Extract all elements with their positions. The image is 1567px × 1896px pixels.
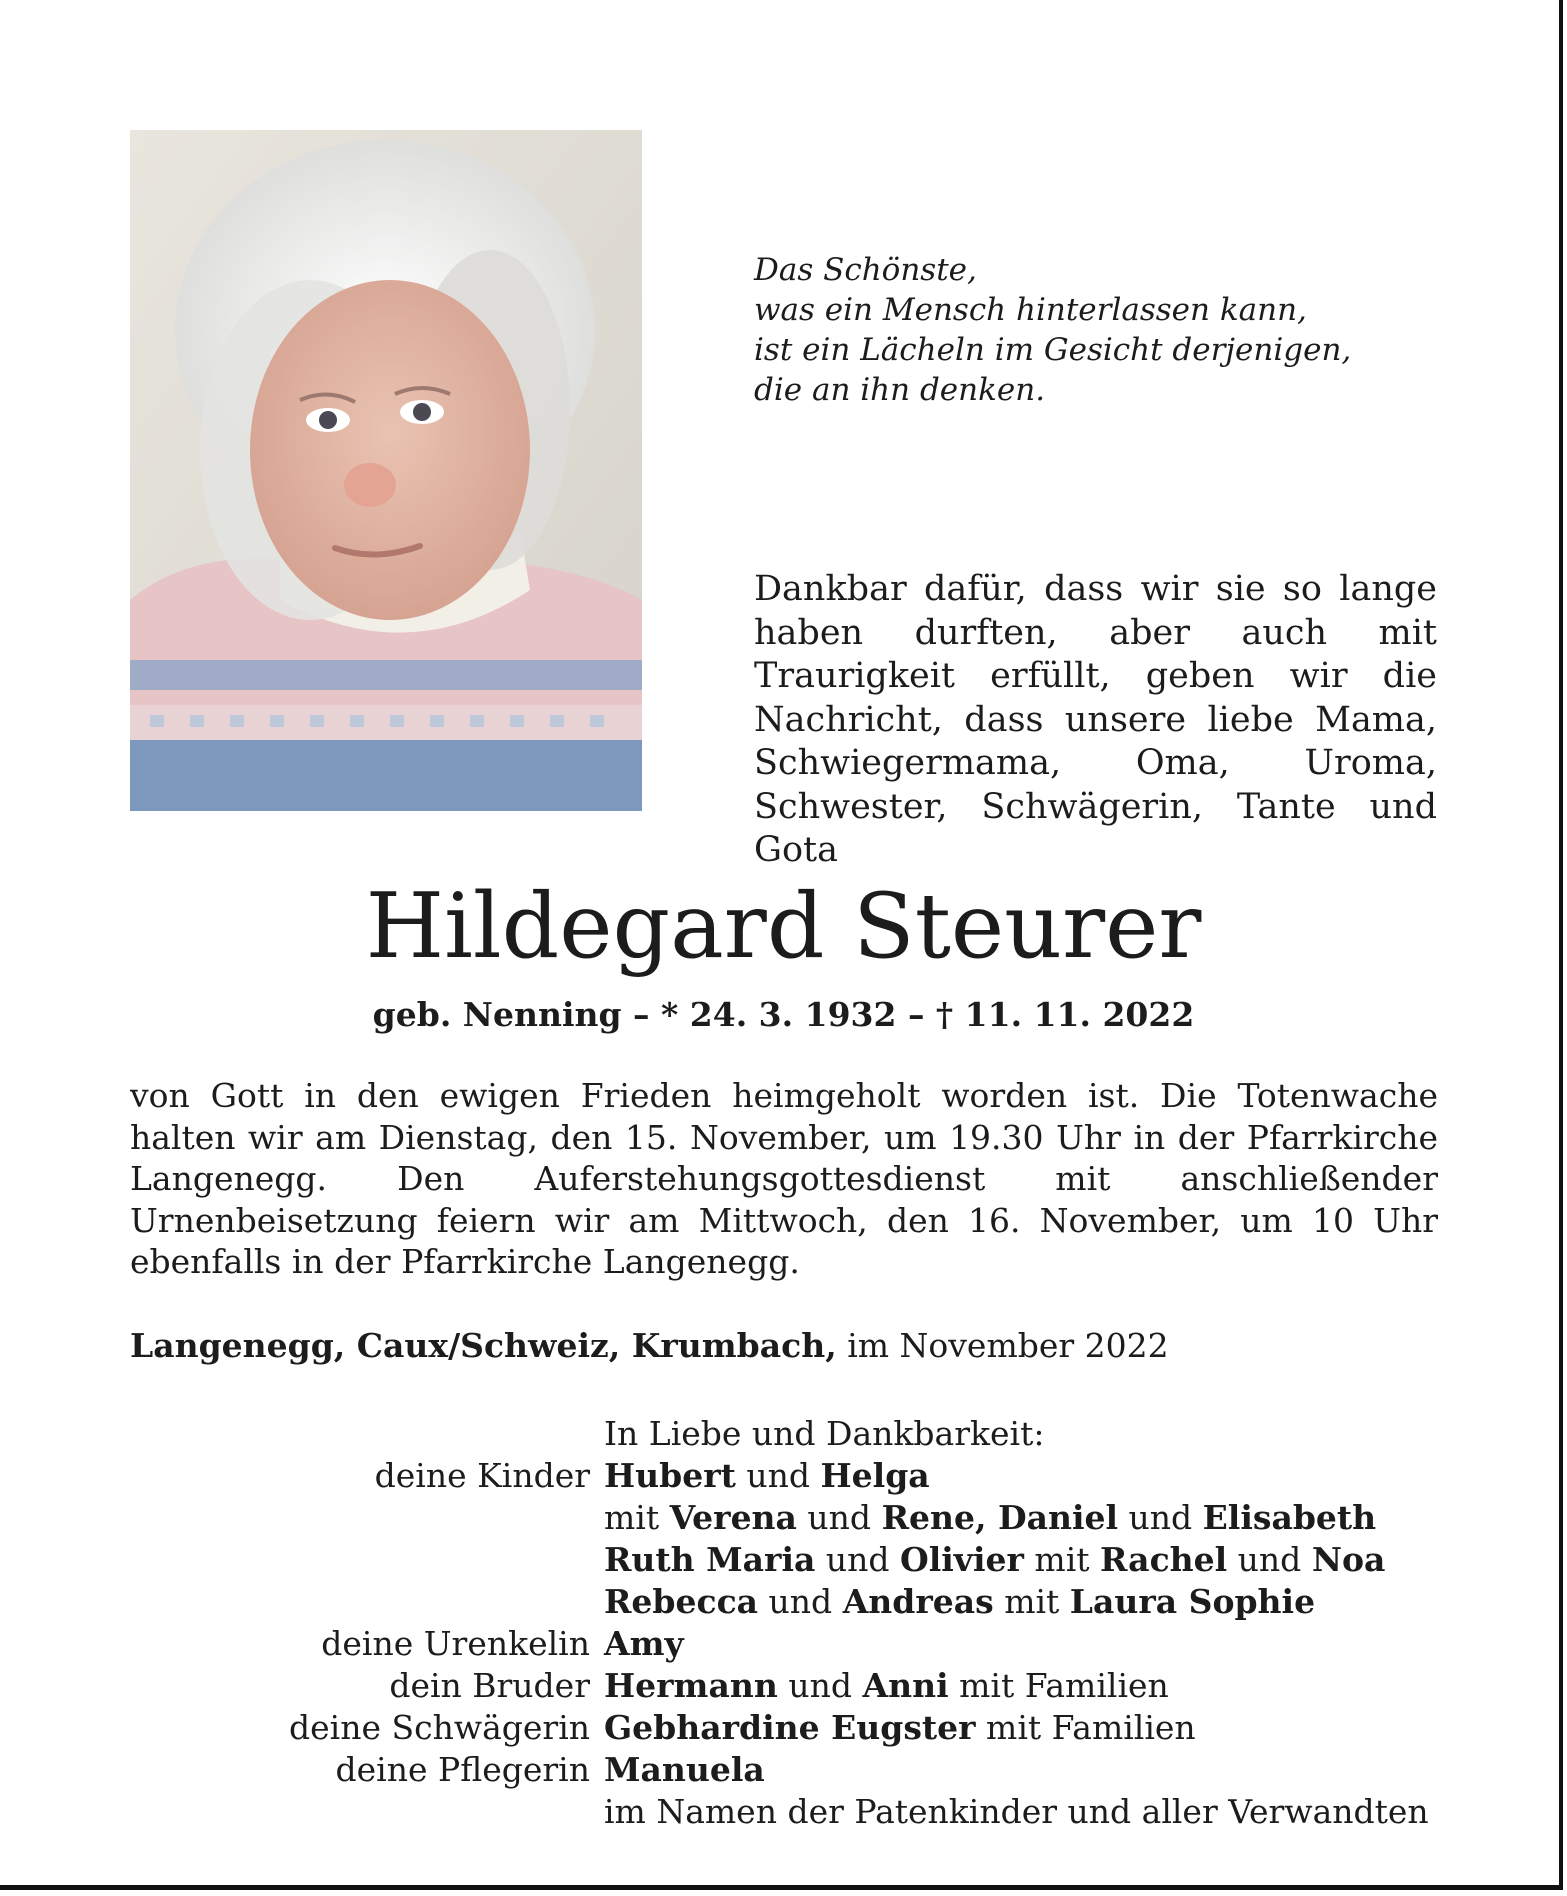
mourner-names [604, 1665, 1169, 1707]
mourner-name: Elisabeth [1202, 1498, 1377, 1537]
mourner-name: Noa [1311, 1540, 1386, 1579]
mourner-row [130, 1623, 1450, 1665]
mourner-name: Ruth Maria [604, 1540, 816, 1579]
mourner-name: Verena [669, 1498, 797, 1537]
announcement-paragraph: von Gott in den ewigen Frieden heimgeholt worden ist. Die Totenwache halten wir am Dienstag, den 15. November, um 19.30 Uhr in der Pfarrkirche Langenegg. Den Auferstehungsgottesdienst mit anschließender Urnenbeisetzung feiern wir am Mittwoch, den 16. November, um 10 Uhr ebenfalls in der Pfarrkirche Langenegg. [130, 1076, 1438, 1281]
mourner-names [604, 1455, 930, 1497]
mourner-row [130, 1791, 1450, 1833]
mourner-names [604, 1749, 765, 1791]
mourner-connector: mit [604, 1498, 670, 1537]
mourner-row [130, 1707, 1450, 1749]
mourner-name: Rene, Daniel [881, 1498, 1119, 1537]
mourners-heading-row [130, 1413, 1450, 1455]
mourner-connector: im Namen der Patenkinder und aller Verwandten [604, 1792, 1429, 1831]
signature-line [130, 1325, 1169, 1367]
mourner-name: Anni [862, 1666, 949, 1705]
signature-places: Langenegg, Caux/Schweiz, Krumbach, [130, 1326, 837, 1365]
mourner-role: deine Schwägerin [289, 1708, 590, 1747]
mourner-connector: mit [993, 1582, 1070, 1621]
mourner-row [130, 1497, 1450, 1539]
mourner-connector: mit [1023, 1540, 1100, 1579]
mourner-connector: mit Familien [948, 1666, 1169, 1705]
mourner-connector: und [815, 1540, 900, 1579]
mourner-name: Olivier [899, 1540, 1024, 1579]
mourner-names [604, 1497, 1376, 1539]
mourner-row [130, 1539, 1450, 1581]
mourner-row [130, 1455, 1450, 1497]
mourner-names [604, 1539, 1385, 1581]
mourner-role [130, 1497, 604, 1539]
mourner-role: deine Pflegerin [335, 1750, 590, 1789]
mourner-connector: und [735, 1456, 821, 1495]
mourner-name: Laura Sophie [1069, 1582, 1316, 1621]
mourner-names [604, 1707, 1196, 1749]
mourner-connector: und [777, 1666, 863, 1705]
mourner-connector: und [758, 1582, 843, 1621]
mourner-name: Amy [604, 1624, 684, 1663]
mourner-role: deine Kinder [374, 1456, 590, 1495]
signature-date: im November 2022 [836, 1326, 1169, 1365]
mourner-row [130, 1581, 1450, 1623]
mourner-name: Rachel [1100, 1540, 1228, 1579]
mourner-connector: und [796, 1498, 882, 1537]
mourner-row [130, 1749, 1450, 1791]
mourner-name: Rebecca [604, 1582, 759, 1621]
mourner-role: deine Urenkelin [321, 1624, 590, 1663]
mourner-role [130, 1581, 604, 1623]
mourner-name: Andreas [842, 1582, 994, 1621]
mourner-name: Hubert [604, 1456, 736, 1495]
mourner-name: Helga [820, 1456, 930, 1495]
mourner-role [130, 1539, 604, 1581]
mourner-connector: mit Familien [975, 1708, 1196, 1747]
portrait-photo-elderly-woman-icon [130, 130, 642, 811]
mourner-name: Hermann [604, 1666, 778, 1705]
birth-death-dates: geb. Nenning – * 24. 3. 1932 – † 11. 11. 2022 [372, 995, 1195, 1034]
mourner-name: Manuela [604, 1750, 765, 1789]
mourner-connector: und [1118, 1498, 1203, 1537]
mourner-name: Gebhardine Eugster [604, 1708, 976, 1747]
mourners-heading: In Liebe und Dankbarkeit: [604, 1414, 1045, 1453]
portrait-photo [130, 130, 642, 811]
mourner-role: dein Bruder [389, 1666, 590, 1705]
memorial-quote: Das Schönste, was ein Mensch hinterlassen kann, ist ein Lächeln im Gesicht derjenigen, die an ihn denken. [754, 252, 1352, 408]
mourner-names [604, 1791, 1429, 1833]
mourners-list [130, 1413, 1450, 1833]
deceased-name: Hildegard Steurer [365, 874, 1202, 979]
mourner-names [604, 1581, 1315, 1623]
mourner-role [130, 1791, 604, 1833]
mourner-names [604, 1623, 684, 1665]
mourner-row [130, 1665, 1450, 1707]
intro-paragraph: Dankbar dafür, dass wir sie so lange haben durften, aber auch mit Traurigkeit erfüllt, geben wir die Nachricht, dass unsere liebe Mama, Schwiegermama, Oma, Uroma, Schwester, Schwägerin, Tante und Gota [754, 569, 1437, 870]
mourner-connector: und [1227, 1540, 1312, 1579]
